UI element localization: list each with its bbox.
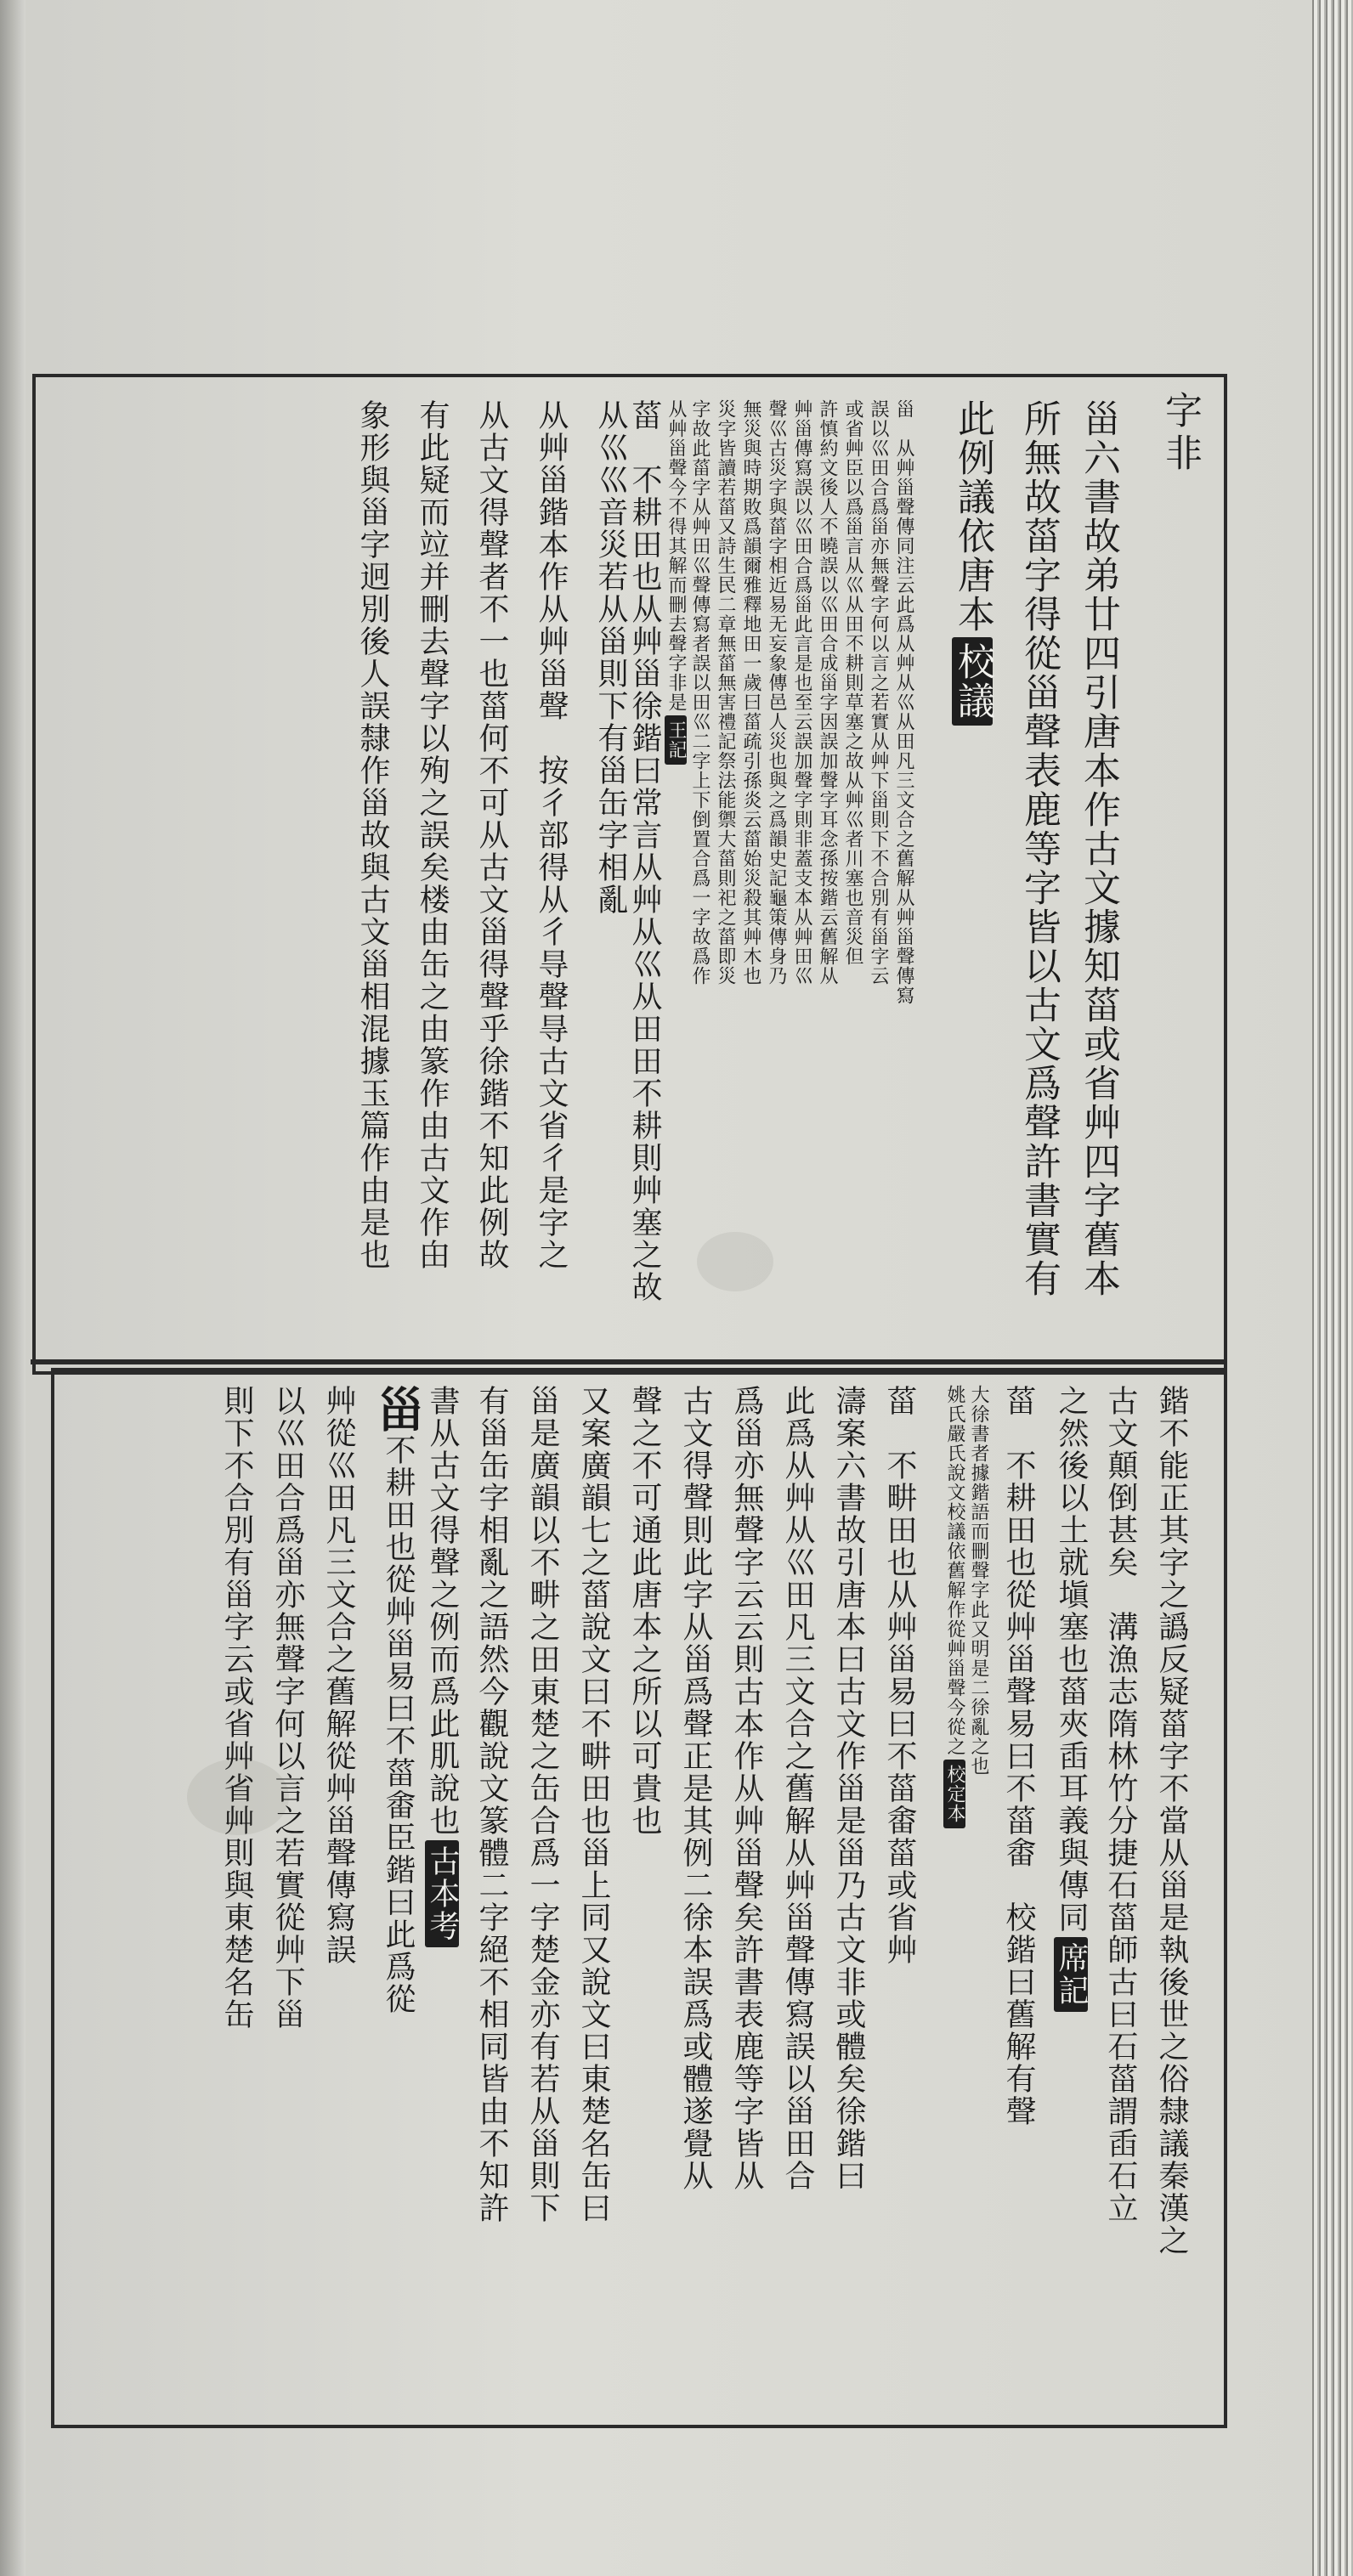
column-text: 聲之不可通此唐本之所以可貴也 bbox=[627, 1385, 662, 1837]
column-text: 古文顛倒甚矣 溝漁志隋林竹分捷石菑師古曰石菑謂臿石立 bbox=[1103, 1385, 1138, 2224]
column-text: 鍇不能正其字之譌反疑菑字不當从甾是執後世之俗隸議秦漢之 bbox=[1154, 1385, 1189, 2257]
commentary-badge: 古本考 bbox=[425, 1840, 459, 1947]
lower-column bbox=[780, 1385, 815, 2192]
lower-column bbox=[678, 1385, 713, 2192]
column-text: 濤案六書故引唐本曰古文作甾是甾乃古文非或體矣徐鍇曰 bbox=[831, 1385, 866, 2192]
column-text: 字故此菑字从艸田巛聲傳寫者誤以田巛二字上下倒置合爲一字故爲作 bbox=[689, 399, 710, 986]
ink-smudge bbox=[187, 1759, 289, 1835]
upper-column bbox=[869, 399, 887, 986]
lower-column bbox=[943, 1385, 965, 1832]
upper-column bbox=[476, 399, 507, 1271]
commentary-badge: 王記 bbox=[665, 715, 687, 765]
lower-column bbox=[969, 1385, 988, 1776]
column-text: 菑 不耕田也从艸甾徐鍇曰常言从艸从巛从田田不耕則艸塞之故 bbox=[627, 399, 662, 1303]
column-text: 甾是廣韻以不畊之田東楚之缶合爲一字楚金亦有若从甾則下 bbox=[525, 1385, 560, 2224]
lower-column bbox=[629, 1385, 660, 1837]
upper-column bbox=[952, 399, 993, 729]
column-text: 又案廣韻七之菑說文曰不畊田也甾上同又說文曰東楚名缶曰 bbox=[576, 1385, 611, 2224]
upper-column bbox=[534, 399, 569, 1271]
column-text: 不耕田也從艸甾易曰不菑畬臣鍇曰此爲從 bbox=[381, 1434, 416, 2015]
column-text: 此例議依唐本 bbox=[951, 399, 994, 634]
column-text: 从古文得聲者不一也菑何不可从古文甾得聲乎徐鍇不知此例故 bbox=[474, 399, 509, 1271]
upper-column bbox=[792, 399, 811, 986]
spine-shadow bbox=[0, 0, 25, 2576]
column-text: 从巛巛音災若从甾則下有甾缶字相亂 bbox=[593, 399, 628, 916]
lower-column bbox=[831, 1385, 866, 2192]
column-text: 象形與甾字迥別後人誤隸作甾故與古文甾相混據玉篇作由是也 bbox=[355, 399, 390, 1271]
lower-column bbox=[1054, 1385, 1088, 2015]
lower-column bbox=[272, 1385, 303, 2031]
column-text: 古文得聲則此字从甾爲聲正是其例二徐本誤爲或體遂覺从 bbox=[678, 1385, 713, 2192]
column-text: 姚氏嚴氏說文校議依舊解作從艸甾聲今從之 bbox=[944, 1385, 965, 1756]
lower-column bbox=[527, 1385, 558, 2224]
ink-smudge bbox=[697, 1232, 773, 1291]
lower-column bbox=[882, 1385, 917, 1966]
commentary-badge: 校定本 bbox=[943, 1760, 965, 1828]
column-text: 大徐書者據鍇語而刪聲字此又明是二徐亂之也 bbox=[968, 1385, 989, 1776]
lower-column bbox=[729, 1385, 764, 2192]
lower-column bbox=[476, 1385, 507, 2224]
column-text: 从艸甾鍇本作从艸甾聲 按彳部得从彳㝵聲㝵古文省彳是字之 bbox=[534, 399, 569, 1271]
column-text: 甾六書故弟廿四引唐本作古文據知菑或省艸四字舊本 bbox=[1077, 399, 1120, 1298]
column-text: 有此疑而竝并刪去聲字以殉之誤矣楼由缶之由篆作由古文作甶 bbox=[415, 399, 450, 1271]
column-text: 菑 不畊田也从艸甾易曰不菑畬菑或省艸 bbox=[882, 1385, 917, 1966]
column-text: 爲甾亦無聲字云云則古本作从艸甾聲矣許書表鹿等字皆从 bbox=[729, 1385, 764, 2192]
column-text: 災字皆讀若菑又詩生民二章無菑無害禮記祭法能禦大菑則祀之菑即災 bbox=[715, 399, 736, 986]
section-divider bbox=[31, 1359, 1224, 1364]
upper-column bbox=[629, 399, 660, 1303]
column-text: 甾 从艸甾聲傳同注云此爲从艸从巛从田凡三文合之舊解从艸甾聲傳寫 bbox=[893, 399, 914, 1005]
upper-column bbox=[665, 399, 687, 768]
lower-column bbox=[1103, 1385, 1138, 2224]
column-text: 無災與時期敗爲韻爾雅釋地田一歲曰菑疏引孫炎云菑始災殺其艸木也 bbox=[740, 399, 761, 986]
column-text: 有甾缶字相亂之語然今觀說文篆體二字絕不相同皆由不知許 bbox=[474, 1385, 509, 2224]
upper-column bbox=[357, 399, 388, 1271]
upper-column bbox=[690, 399, 709, 986]
page-leaf-edge bbox=[1312, 0, 1353, 2576]
upper-column bbox=[415, 399, 450, 1271]
lower-column bbox=[370, 1385, 426, 2015]
upper-column bbox=[1077, 399, 1120, 1298]
lower-column bbox=[578, 1385, 609, 2224]
lower-column bbox=[425, 1385, 459, 1951]
column-text: 則下不合別有甾字云或省艸省艸則與東楚名缶 bbox=[219, 1385, 254, 2031]
column-text: 所無故菑字得從甾聲表鹿等字皆以古文爲聲許書實有 bbox=[1017, 399, 1061, 1298]
upper-column bbox=[767, 399, 785, 986]
column-text: 以巛田合爲甾亦無聲字何以言之若實從艸下甾 bbox=[270, 1385, 305, 2031]
column-text: 从艸甾聲今不得其解而刪去聲字非是 bbox=[665, 399, 687, 712]
upper-column bbox=[1017, 399, 1061, 1298]
commentary-badge: 席記 bbox=[1054, 1937, 1088, 2012]
column-text: 艸從巛田凡三文合之舊解從艸甾聲傳寫誤 bbox=[321, 1385, 356, 1966]
upper-column bbox=[894, 399, 913, 1005]
column-text: 或省艸臣以爲甾言从巛从田不耕則草塞之故从艸巛者川塞也音災但 bbox=[842, 399, 863, 966]
lower-column bbox=[1154, 1385, 1189, 2257]
column-text: 之然後以土就塡塞也菑夾臿耳義與傳同 bbox=[1054, 1385, 1089, 1934]
upper-column bbox=[818, 399, 836, 986]
lower-column bbox=[1001, 1385, 1036, 2127]
column-text: 書从古文得聲之例而爲此肌說也 bbox=[425, 1385, 460, 1837]
page-title: 字非 bbox=[1158, 391, 1202, 476]
upper-column bbox=[843, 399, 862, 966]
column-text: 聲巛古災字與菑字相近易无妄象傳邑人災也與之爲韻史記龜策傳身乃 bbox=[766, 399, 787, 986]
commentary-badge: 校議 bbox=[952, 637, 993, 726]
upper-column bbox=[741, 399, 760, 986]
column-text: 許慎約文後人不曉誤以巛田合成甾字因誤加聲字耳念孫按鍇云舊解从 bbox=[817, 399, 838, 986]
column-text: 艸甾傳寫誤以巛田合爲甾此言是也至云誤加聲字則非蓋支本从艸田巛 bbox=[791, 399, 812, 986]
column-text: 此爲从艸从巛田凡三文合之舊解从艸甾聲傳寫誤以甾田合 bbox=[780, 1385, 815, 2192]
column-text: 菑 不耕田也從艸甾聲易曰不菑畬 校鍇曰舊解有聲 bbox=[1001, 1385, 1036, 2127]
entry-head-glyph: 甾 bbox=[370, 1385, 426, 1434]
lower-column bbox=[221, 1385, 252, 2031]
column-text: 誤以巛田合爲甾亦無聲字何以言之若實从艸下甾則下不合別有甾字云 bbox=[868, 399, 889, 986]
upper-column bbox=[716, 399, 734, 986]
lower-column bbox=[323, 1385, 354, 1966]
upper-column bbox=[595, 399, 626, 916]
